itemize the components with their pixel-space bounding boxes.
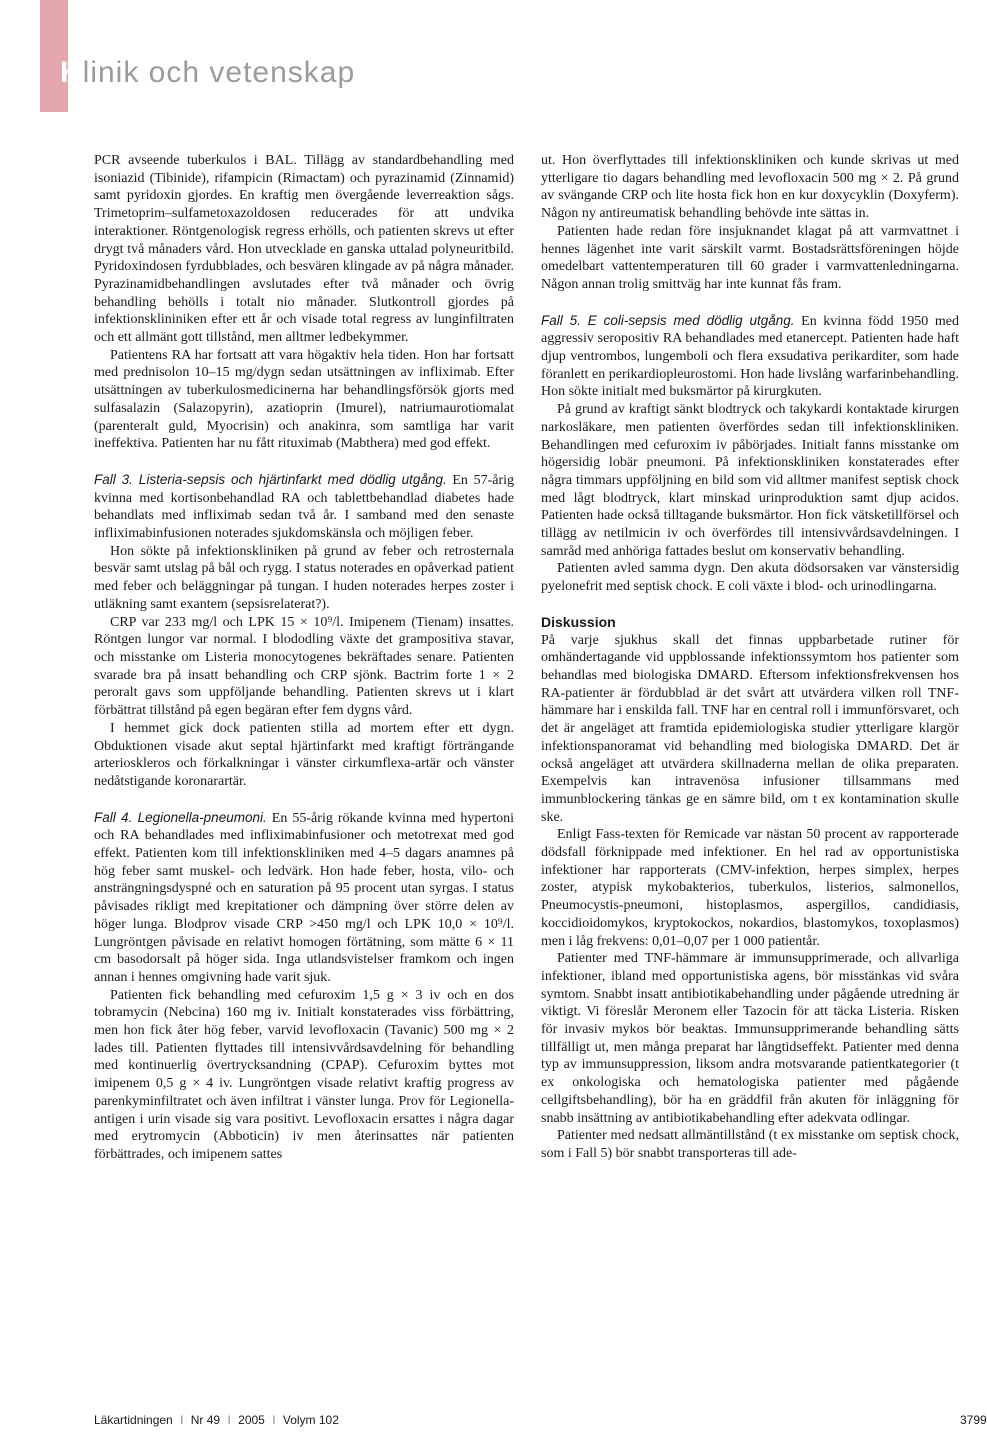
body-paragraph: Patienten hade redan före insjuknandet klagat på att varmvattnet i hennes lägenhet inte varit särskilt varmt. Bostadsrättsföreningen höjde omedelbart vattentemperaturen till 60 grader i varmvattenledningarna. Någon annan trolig smittväg har inte kunnat fås fram. <box>541 223 959 292</box>
page-footer <box>94 1413 987 1427</box>
paragraph-spacer <box>541 294 959 312</box>
body-paragraph: Patienter med TNF-hämmare är immunsupprimerade, och allvarliga infektioner, ibland med opportunistiska agens, bör misstänkas vid svåra symtom. Snabbt insatt antibiotikabehandling under pågående utredning är viktigt. Vi föreslår Meronem eller Tazocin för att täcka Listeria. Risken för invasiv mykos bör beaktas. Immunsupprimerande behandling sätts tillfälligt ut, men många preparat har långtidseffekt. Patienter med denna typ av immunsuppression, liksom andra motsvarande patientkategorier (t ex onkologiska och hematologiska patienter med pågående cellgiftsbehandling), bör ha en gräddfil från akuten för inläggning för snabb insättning av antibiotikabehandling efter adekvata odlingar. <box>541 951 959 1126</box>
case-paragraph <box>541 312 959 402</box>
footer-separator: I <box>227 1413 231 1427</box>
body-paragraph: PCR avseende tuberkulos i BAL. Tillägg av standardbehandling med isoniazid (Tibinide), rifampicin (Rimactam) och pyrazinamid (Zinnamid) samt pyridoxin gjordes. En kraftig men övergående leverreaktion sågs. Trimetoprim–sulfametoxazoldosen reducerades för att undvika interaktioner. Röntgenologisk regress erhölls, och patienten skrevs ut efter drygt två månaders vård. Hon utvecklade en ganska uttalad polyneuritbild. Pyridoxindosen fyrdubblades, och besvären klingade av på några månader. Pyrazinamidbehandlingen avslutades efter två månader och övrig behandling behölls i totalt nio månader. Slutkontroll gjordes på infektionsklininiken efter ett år och visade total regress av lunginfiltraten och ett allmänt gott tillstånd, men alltmer ledbekymmer. <box>94 153 514 346</box>
case-text: En kvinna född 1950 med aggressiv seropositiv RA behandlades med etanercept. Patienten hade haft djup ventrombos, lungemboli och flera exsudativa perikarditer, som hade föranlett en perikardiopleurostomi. Hon hade livslång warfarinbehandling. Hon sökte initialt med buksmärtor på kirurgkuten. <box>541 313 959 400</box>
footer-volume: Volym 102 <box>282 1413 339 1427</box>
body-paragraph: Patienten fick behandling med cefuroxim 1,5 g × 3 iv och en dos tobramycin (Nebcina) 160 mg iv. Initialt konstaterades viss förbättring, men hon fick åter hög feber, varvid levofloxacin (Tavanic) 500 mg × 2 lades till. Patienten flyttades till intensivvårdsavdelning för behandling med kontinuerlig övertrycksandning (CPAP). Cefuroxim byttes mot imipenem 0,5 g × 4 iv. Lungröntgen visade relativt kraftig progress av parenkyminfiltratet och även infiltrat i vänster lunga. Prov för Legionella-antigen i urin visade sig vara positivt. Levofloxacin ersattes i några dagar med erytromycin (Abboticin) iv men återinsattes när patienten förbättrades, och imipenem sattes <box>94 987 514 1162</box>
case-text: En 57-årig kvinna med kortisonbehandlad RA och tablettbehandlad diabetes hade behandlats med infliximab sedan två år. I samband med den senaste infliximabinfusionen noterades sjukdomskänsla och möjligen feber. <box>94 472 514 542</box>
page-number: 3799 <box>960 1413 987 1427</box>
footer-year: 2005 <box>238 1413 265 1427</box>
paragraph-spacer <box>541 596 959 614</box>
right-column <box>541 152 959 1163</box>
body-paragraph: Patientens RA har fortsatt att vara högaktiv hela tiden. Hon har fortsatt med prednisolon 10–15 mg/dygn sedan utsättningen av infliximab. Efter utsättningen av tuberkulosmedicinerna har behandlingsförsök gjorts med sulfasalazin (Salazopyrin), azatioprin (Imurel), natriumaurotiomalat (parenteralt guld, Myocrisin) och anakinra, som samtliga har varit ineffektiva. Patienten har nu fått rituximab (Mabthera) med god effekt. <box>94 347 514 452</box>
case-text: En 55-årig rökande kvinna med hypertoni och RA behandlades med infliximabinfusioner och metotrexat med god effekt. Patienten kom till infektionskliniken med 4–5 dagars anamnes på hög feber samt muskel- och ledvärk. Hon hade feber, hosta, vilo- och ansträngningsdyspné och en saturation på 95 procent utan syrgas. I status påvisades rikligt med krepitationer och dämpning över större delen av höger lunga. Blodprov visade CRP >450 mg/l och LPK 10,0 × 10⁹/l. Lungröntgen påvisade en relativt homogen förtätning, som mätte 6 × 11 cm basodorsalt på höger sida. Inga utlandsvistelser framkom och ingen annan i hennes omgivning hade varit sjuk. <box>94 810 515 985</box>
case-title: Fall 3. Listeria-sepsis och hjärtinfarkt med dödlig utgång. <box>94 471 447 487</box>
footer-issue: Nr 49 <box>190 1413 221 1427</box>
case-paragraph <box>94 809 514 987</box>
case-title: Fall 5. E coli-sepsis med dödlig utgång. <box>541 312 795 328</box>
section-header <box>60 56 355 90</box>
body-paragraph: Patienter med nedsatt allmäntillstånd (t ex misstanke om septisk chock, som i Fall 5) bör snabbt transporteras till ade- <box>541 1128 959 1161</box>
body-paragraph: ut. Hon överflyttades till infektionskliniken och kunde skrivas ut med ytterligare tio dagars behandling med levofloxacin 500 mg × 2. På grund av svängande CRP och lite hosta fick hon en kur doxycyklin (Doxyferm). Någon ny antireumatisk behandling behövde inte sättas in. <box>541 153 959 222</box>
body-paragraph: På varje sjukhus skall det finnas uppbarbetade rutiner för omhändertagande vid uppblossande infektionssymtom hos patienter som behandlas med biologiska DMARD. Eftersom infektionsfrekvensen hos RA-patienter är fördubblad är det svårt att utvärdera vilken roll TNF-hämmare har i enskilda fall. TNF har en central roll i immunförsvaret, och det är angeläget att framtida epidemiologiska studier ytterligare klargör infektionspanoramat vid behandling med biologiska DMARD. Det är också angeläget att utvärdera skillnaderna mellan de olika preparaten. Exempelvis kan intravenösa infusioner tillsammans med immunblockering tänkas ge en sämre bild, om t ex kontamination skulle ske. <box>541 632 959 825</box>
left-column <box>94 152 514 1164</box>
body-paragraph: Hon sökte på infektionskliniken på grund av feber och retrosternala besvär samt utslag på bål och rygg. I status noterades en opåverkad patient med feber och beläggningar på tungan. I huden noterades herpes zoster i utläkning samt exantem (sepsisrelaterat?). <box>94 543 514 612</box>
body-paragraph: I hemmet gick dock patienten stilla ad mortem efter ett dygn. Obduktionen visade akut septal hjärtinfarkt med kraftigt förträngande arterioskleros och förkalkningar i vänster cirkumflexa-artär och vänster nedåtstigande koronarartär. <box>94 720 514 789</box>
footer-journal: Läkartidningen <box>94 1413 173 1427</box>
case-paragraph <box>94 471 514 543</box>
section-heading: Diskussion <box>541 613 616 630</box>
section-header-rest: linik och vetenskap <box>82 56 356 89</box>
footer-separator: I <box>180 1413 184 1427</box>
paragraph-spacer <box>94 453 514 471</box>
body-paragraph: CRP var 233 mg/l och LPK 15 × 10⁹/l. Imipenem (Tienam) insattes. Röntgen lungor var normal. I blododling växte det grampositiva stavar, och misstanke om Listeria monocytogenes bekräftades senare. Patienten svarade bra på insatt behandling och CRP sjönk. Bactrim forte 1 × 2 peroralt gavs som uppföljande behandling. Patienten skrevs ut i klart förbättrat tillstånd på egen begäran efter fem dygns vård. <box>94 614 514 719</box>
section-header-initial: K <box>60 56 83 89</box>
body-paragraph: På grund av kraftigt sänkt blodtryck och takykardi kontaktade kirurgen narkosläkare, men patienten överfördes sedan till infektionskliniken. Behandlingen med cefuroxim iv påbörjades. Initialt fanns misstanke om högersidig lobär pneumoni. På infektionskliniken konstaterades efter några timmars uppföljning en bild som vid alltmer manifest septisk chock med lågt blodtryck, klart minskad urinproduktion samt djup acidos. Patienten hade också tilltagande buksmärtor. Hon fick vätsketillförsel och tillägg av netilmicin iv och överfördes till intensivvårdsavdelningen. I samråd med anhöriga fattades beslut om konservativ behandling. <box>541 402 959 559</box>
footer-separator: I <box>272 1413 276 1427</box>
body-paragraph: Enligt Fass-texten för Remicade var nästan 50 procent av rapporterade dödsfall förknippade med infektioner. En hel rad av opportunistiska infektioner har rapporterats (CMV-infektion, herpes simplex, herpes zoster, atypisk mykobakterios, tuberkulos, listerios, salmonellos, Pneumocystis-pneumoni, histoplasmos, aspergillos, candidiasis, koccidioidomykos, kryptokockos, nokardios, blastomykos, toxoplasmos) men i låg frekvens: 0,01–0,07 per 1 000 patientår. <box>541 827 959 949</box>
body-paragraph: Patienten avled samma dygn. Den akuta dödsorsaken var vänstersidig pyelonefrit med septisk chock. E coli växte i blod- och urinodlingarna. <box>541 561 959 595</box>
case-title: Fall 4. Legionella-pneumoni. <box>94 809 267 825</box>
paragraph-spacer <box>94 791 514 809</box>
